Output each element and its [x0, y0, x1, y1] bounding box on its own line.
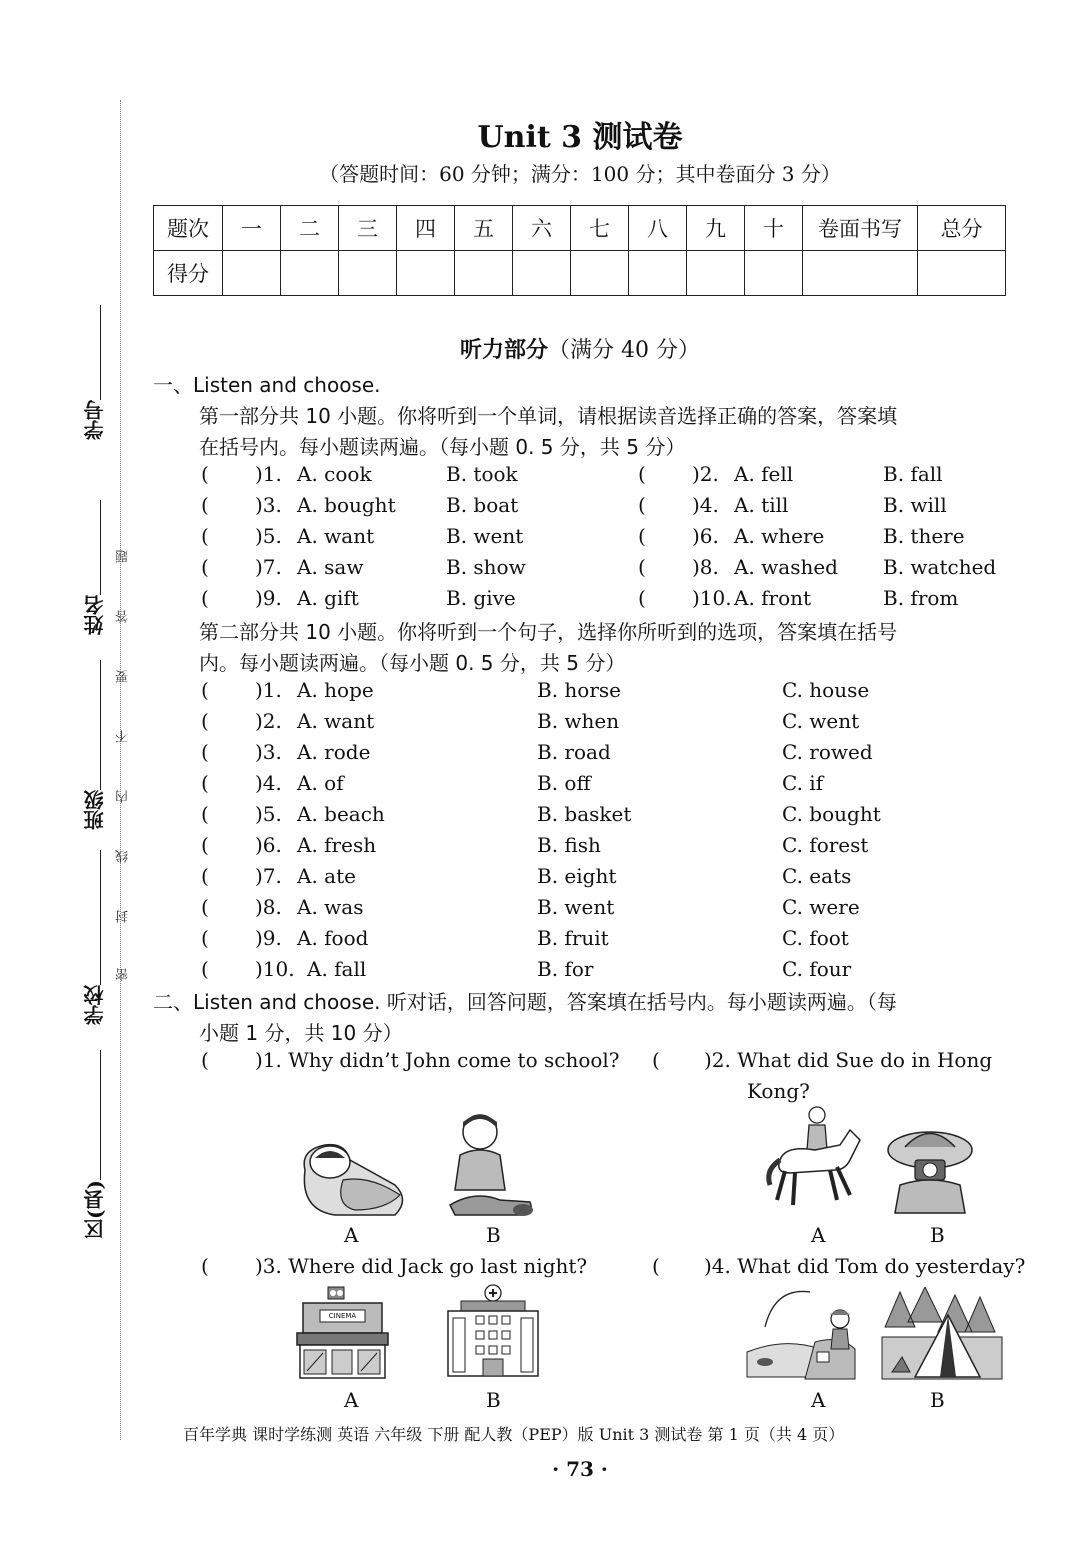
q1-option-b-label: B [486, 1223, 501, 1247]
item-number: )7. [255, 864, 282, 888]
girl-taking-photo-picture [880, 1125, 975, 1215]
part2-question-2-cont: Kong? [747, 1079, 810, 1103]
q4-option-a-label: A [811, 1388, 826, 1412]
margin-blank-name [100, 500, 101, 595]
option-b: B. show [446, 555, 526, 579]
answer-bracket-open[interactable]: ( [638, 524, 646, 548]
binding-dotted-line [120, 100, 121, 1440]
part2-heading-1: 二、Listen and choose. 听对话，回答问题，答案填在括号内。每小题读两遍。（每 [153, 990, 897, 1014]
margin-label-class: 班级 [83, 790, 107, 830]
option-a: A. front [734, 586, 812, 610]
option-a: A. hope [297, 678, 374, 702]
option-b: B. took [446, 462, 518, 486]
part1-sub2-instruction-2: 内。每小题读两遍。（每小题 0. 5 分，共 5 分） [199, 651, 626, 675]
answer-bracket-open[interactable]: ( [201, 586, 209, 610]
item-number: )8. [255, 895, 282, 919]
item-number: )6. [692, 524, 719, 548]
option-a: A. was [297, 895, 364, 919]
part2-question-3: )3. Where did Jack go last night? [255, 1254, 588, 1278]
margin-warning-5: 不 [116, 730, 131, 743]
item-number: )2. [255, 709, 282, 733]
option-b: B. fall [883, 462, 943, 486]
option-a: A. where [734, 524, 825, 548]
option-a: A. want [297, 524, 375, 548]
option-a: A. till [734, 493, 789, 517]
section-title-note: （满分 40 分） [548, 338, 700, 363]
score-cell[interactable] [455, 251, 513, 296]
item-number: )3. [255, 740, 282, 764]
score-header-cell: 五 [455, 206, 513, 251]
item-number: )10. [255, 957, 295, 981]
margin-blank-district [100, 1050, 101, 1180]
item-number: )8. [692, 555, 719, 579]
part1-heading: 一、Listen and choose. [153, 373, 381, 397]
item-number: )4. [255, 771, 282, 795]
option-b: B. went [537, 895, 615, 919]
score-header-cell: 七 [571, 206, 629, 251]
tent-camping-picture [880, 1287, 1005, 1382]
option-c: C. went [782, 709, 860, 733]
part2-question-1: )1. Why didn’t John come to school? [255, 1048, 620, 1072]
score-cell[interactable] [571, 251, 629, 296]
page-subtitle: （答题时间：60 分钟；满分：100 分；其中卷面分 3 分） [319, 162, 841, 186]
answer-bracket-open[interactable]: ( [201, 926, 209, 950]
option-b: B. fruit [537, 926, 609, 950]
answer-bracket-open[interactable]: ( [201, 555, 209, 579]
option-c: C. were [782, 895, 860, 919]
score-table [153, 205, 1006, 296]
q2-option-b-label: B [930, 1223, 945, 1247]
margin-warning-1: 密 [116, 968, 131, 981]
margin-warning-8: 题 [116, 550, 131, 563]
option-b: B. watched [883, 555, 997, 579]
option-a: A. of [297, 771, 344, 795]
score-table-score-row [154, 251, 1006, 296]
option-b: B. basket [537, 802, 632, 826]
score-header-cell: 题次 [154, 206, 223, 251]
option-b: B. give [446, 586, 516, 610]
item-number: )2. [692, 462, 719, 486]
score-header-cell: 四 [397, 206, 455, 251]
option-b: B. road [537, 740, 611, 764]
score-header-cell: 八 [629, 206, 687, 251]
option-a: A. food [297, 926, 369, 950]
option-a: A. rode [297, 740, 371, 764]
answer-bracket-open[interactable]: ( [201, 1048, 209, 1072]
q3-option-b-label: B [486, 1388, 501, 1412]
score-header-cell: 总分 [918, 206, 1006, 251]
cinema-sign-text: CINEMA [328, 1312, 357, 1320]
option-b: B. off [537, 771, 591, 795]
score-cell[interactable] [918, 251, 1006, 296]
margin-label-school: 学校 [83, 985, 107, 1025]
option-a: A. gift [297, 586, 359, 610]
option-a: A. want [297, 709, 375, 733]
item-number: )1. [255, 462, 282, 486]
margin-warning-2: 封 [116, 910, 131, 923]
margin-label-student-no: 学号 [83, 400, 107, 440]
option-a: A. fall [307, 957, 367, 981]
section-title-main: 听力部分 [460, 338, 549, 363]
q2-option-a-label: A [811, 1223, 826, 1247]
option-c: C. rowed [782, 740, 873, 764]
cinema-building-picture [295, 1285, 390, 1380]
option-b: B. from [883, 586, 959, 610]
answer-bracket-open[interactable]: ( [201, 802, 209, 826]
margin-warning-6: 要 [116, 670, 131, 683]
option-b: B. fish [537, 833, 601, 857]
item-number: )9. [255, 586, 282, 610]
option-c: C. bought [782, 802, 881, 826]
answer-bracket-open[interactable]: ( [652, 1048, 660, 1072]
page-number: · 73 · [552, 1457, 608, 1481]
answer-bracket-open[interactable]: ( [201, 709, 209, 733]
answer-bracket-open[interactable]: ( [201, 957, 209, 981]
option-c: C. house [782, 678, 870, 702]
margin-warning-3: 线 [116, 850, 131, 863]
answer-bracket-open[interactable]: ( [638, 586, 646, 610]
score-table-header-row [154, 206, 1006, 251]
option-c: C. forest [782, 833, 869, 857]
score-cell[interactable] [687, 251, 745, 296]
q3-option-a-label: A [344, 1388, 359, 1412]
answer-bracket-open[interactable]: ( [201, 740, 209, 764]
score-cell[interactable] [513, 251, 571, 296]
option-b: B. will [883, 493, 947, 517]
option-a: A. bought [297, 493, 396, 517]
score-header-cell: 十 [745, 206, 803, 251]
option-b: B. there [883, 524, 965, 548]
answer-bracket-open[interactable]: ( [201, 493, 209, 517]
option-b: B. when [537, 709, 620, 733]
part2-question-4: )4. What did Tom do yesterday? [704, 1254, 1026, 1278]
answer-bracket-open[interactable]: ( [638, 493, 646, 517]
margin-warning-7: 答 [116, 610, 131, 623]
answer-bracket-open[interactable]: ( [201, 1254, 209, 1278]
score-cell[interactable] [223, 251, 281, 296]
part1-sub1-instruction-2: 在括号内。每小题读两遍。（每小题 0. 5 分，共 5 分） [199, 435, 686, 459]
q4-option-b-label: B [930, 1388, 945, 1412]
score-row-label: 得分 [154, 251, 223, 296]
margin-label-name: 姓名 [83, 595, 107, 635]
option-c: C. foot [782, 926, 849, 950]
option-a: A. washed [734, 555, 838, 579]
answer-bracket-open[interactable]: ( [201, 462, 209, 486]
sick-boy-in-bed-picture [295, 1130, 410, 1220]
score-header-cell: 卷面书写 [803, 206, 918, 251]
boy-fishing-picture [745, 1287, 860, 1382]
page-title: Unit 3 测试卷 [477, 120, 683, 155]
item-number: )6. [255, 833, 282, 857]
item-number: )3. [255, 493, 282, 517]
option-c: C. eats [782, 864, 852, 888]
answer-bracket-open[interactable]: ( [201, 895, 209, 919]
score-cell[interactable] [397, 251, 455, 296]
item-number: )7. [255, 555, 282, 579]
score-header-cell: 六 [513, 206, 571, 251]
option-b: B. eight [537, 864, 617, 888]
option-a: A. cook [297, 462, 372, 486]
margin-blank-class [100, 660, 101, 790]
item-number: )5. [255, 802, 282, 826]
margin-warning-4: 内 [116, 790, 131, 803]
part1-sub1-instruction-1: 第一部分共 10 小题。你将听到一个单词，请根据读音选择正确的答案，答案填 [199, 404, 898, 428]
score-cell[interactable] [339, 251, 397, 296]
option-a: A. saw [297, 555, 364, 579]
item-number: )1. [255, 678, 282, 702]
score-cell[interactable] [281, 251, 339, 296]
option-c: C. if [782, 771, 824, 795]
score-header-cell: 二 [281, 206, 339, 251]
girl-riding-horse-picture [765, 1105, 865, 1220]
answer-bracket-open[interactable]: ( [638, 555, 646, 579]
page-footer: 百年学典 课时学练测 英语 六年级 下册 配人教（PEP）版 Unit 3 测试卷 第 1 页（共 4 页） [183, 1425, 845, 1444]
answer-bracket-open[interactable]: ( [201, 833, 209, 857]
part1-sub2-instruction-1: 第二部分共 10 小题。你将听到一个句子，选择你所听到的选项，答案填在括号 [199, 620, 898, 644]
score-cell[interactable] [803, 251, 918, 296]
answer-bracket-open[interactable]: ( [201, 864, 209, 888]
score-cell[interactable] [629, 251, 687, 296]
boy-with-hurt-foot-picture [445, 1110, 540, 1220]
option-a: A. fell [734, 462, 794, 486]
option-b: B. for [537, 957, 594, 981]
margin-label-district: 区(县) [83, 1180, 107, 1239]
option-b: B. went [446, 524, 524, 548]
option-a: A. ate [297, 864, 356, 888]
part2-heading-2: 小题 1 分，共 10 分） [199, 1021, 403, 1045]
option-b: B. horse [537, 678, 621, 702]
q1-option-a-label: A [344, 1223, 359, 1247]
score-header-cell: 九 [687, 206, 745, 251]
item-number: )4. [692, 493, 719, 517]
answer-bracket-open[interactable]: ( [201, 771, 209, 795]
answer-bracket-open[interactable]: ( [638, 462, 646, 486]
score-cell[interactable] [745, 251, 803, 296]
option-a: A. fresh [297, 833, 377, 857]
part2-question-2: )2. What did Sue do in Hong [704, 1048, 993, 1072]
margin-blank-school [100, 850, 101, 985]
hospital-building-picture [443, 1283, 543, 1378]
score-header-cell: 三 [339, 206, 397, 251]
item-number: )5. [255, 524, 282, 548]
option-a: A. beach [297, 802, 385, 826]
answer-bracket-open[interactable]: ( [201, 524, 209, 548]
answer-bracket-open[interactable]: ( [652, 1254, 660, 1278]
item-number: )9. [255, 926, 282, 950]
score-header-cell: 一 [223, 206, 281, 251]
answer-bracket-open[interactable]: ( [201, 678, 209, 702]
item-number: )10. [692, 586, 732, 610]
option-c: C. four [782, 957, 852, 981]
option-b: B. boat [446, 493, 519, 517]
section-title [0, 333, 1080, 364]
